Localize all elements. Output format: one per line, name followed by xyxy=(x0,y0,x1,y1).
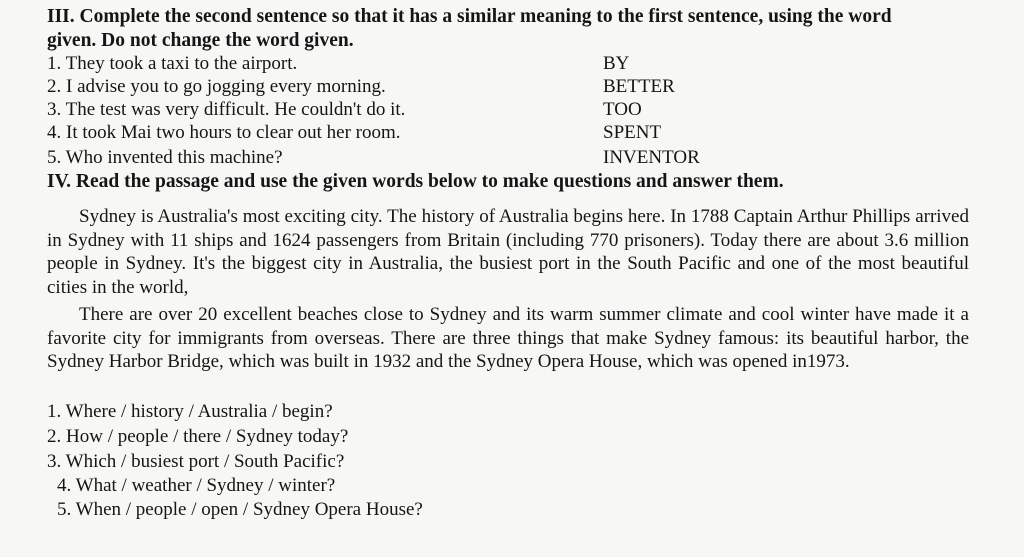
question-3: 3. Which / busiest port / South Pacific? xyxy=(47,451,345,472)
exercise-3-item-2-keyword: BETTER xyxy=(603,76,675,97)
exercise-3-item-2-sentence: 2. I advise you to go jogging every morning. xyxy=(47,76,386,97)
exercise-3-item-1-keyword: BY xyxy=(603,53,630,74)
exercise-3-item-3-sentence: 3. The test was very difficult. He couldn't do it. xyxy=(47,99,406,120)
question-5: 5. When / people / open / Sydney Opera House? xyxy=(57,499,423,520)
question-1: 1. Where / history / Australia / begin? xyxy=(47,401,333,422)
passage-paragraph-2 xyxy=(47,303,969,374)
section-4-heading: IV. Read the passage and use the given words below to make questions and answer them. xyxy=(47,171,784,192)
question-4: 4. What / weather / Sydney / winter? xyxy=(57,475,336,496)
section-3-heading-line2: given. Do not change the word given. xyxy=(47,30,354,51)
section-3-heading-line1: III. Complete the second sentence so that it has a similar meaning to the first sentence, using the word xyxy=(47,6,892,27)
exercise-3-item-4-sentence: 4. It took Mai two hours to clear out her room. xyxy=(47,122,401,143)
exercise-3-item-4-keyword: SPENT xyxy=(603,122,662,143)
passage-paragraph-1-text: Sydney is Australia's most exciting city. The history of Australia begins here. In 1788 Captain Arthur Phillips arrived in Sydney with 11 ships and 1624 passengers from Britain (including 770 prisoners). Today there are about 3.6 million people in Sydney. It's the biggest city in Australia, the busiest port in the South Pacific and one of the most beautiful cities in the world, xyxy=(47,206,969,298)
exercise-3-item-1-sentence: 1. They took a taxi to the airport. xyxy=(47,53,298,74)
question-2: 2. How / people / there / Sydney today? xyxy=(47,426,349,447)
exercise-3-item-3-keyword: TOO xyxy=(603,99,642,120)
passage-paragraph-1 xyxy=(47,205,969,299)
exercise-3-item-5-keyword: INVENTOR xyxy=(603,147,700,168)
passage-paragraph-2-text: There are over 20 excellent beaches close to Sydney and its warm summer climate and cool winter have made it a favorite city for immigrants from overseas. There are three things that make Sydney famous: its beautiful harbor, the Sydney Harbor Bridge, which was built in 1932 and the Sydney Opera House, which was opened in1973. xyxy=(47,304,969,372)
exercise-3-item-5-sentence: 5. Who invented this machine? xyxy=(47,147,283,168)
